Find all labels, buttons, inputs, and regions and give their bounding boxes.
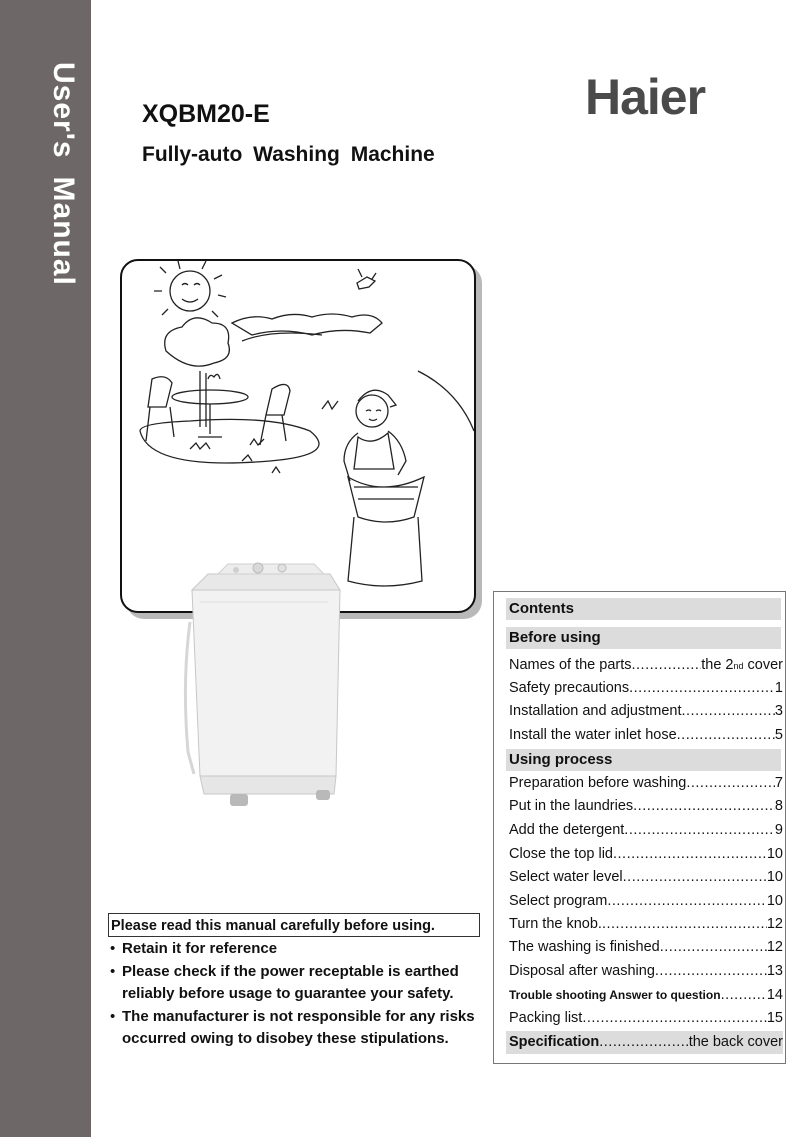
toc-entry[interactable]	[506, 866, 783, 889]
toc-title: Safety precautions	[509, 680, 630, 696]
toc-entry[interactable]	[506, 843, 783, 866]
washing-machine-image	[178, 562, 346, 814]
toc-title: Close the top lid	[509, 846, 613, 862]
read-manual-notice: Please read this manual carefully before using.	[108, 913, 480, 937]
toc-page: 12	[766, 916, 783, 932]
toc-page: 8	[774, 798, 783, 814]
toc-page: 13	[766, 963, 783, 979]
toc-entry[interactable]	[506, 795, 783, 818]
toc-page: 14	[766, 987, 783, 1003]
toc-entry[interactable]	[506, 960, 783, 983]
toc-title: Put in the laundries	[509, 798, 634, 814]
product-subtitle: Fully-auto Washing Machine	[142, 143, 435, 166]
toc-title: Select program	[509, 893, 608, 909]
toc-title: Specification	[509, 1034, 600, 1050]
section-heading: Using process	[506, 749, 781, 771]
cover-illustration	[120, 259, 476, 613]
toc-page: 10	[766, 893, 783, 909]
toc-entry[interactable]	[506, 1031, 783, 1054]
section-heading: Before using	[506, 627, 781, 649]
toc-entry[interactable]	[506, 654, 783, 677]
toc-entry[interactable]	[506, 819, 783, 842]
toc-title: Install the water inlet hose	[509, 727, 677, 743]
toc-entry[interactable]	[506, 913, 783, 936]
toc-title: Installation and adjustment	[509, 703, 682, 719]
toc-title: Disposal after washing	[509, 963, 655, 979]
note-bullet: • Retain it for reference	[110, 938, 495, 961]
toc-entry[interactable]	[506, 1007, 783, 1030]
toc-entry[interactable]	[506, 677, 783, 700]
toc-entry[interactable]	[506, 890, 783, 913]
toc-entry[interactable]	[506, 772, 783, 795]
toc-title: The washing is finished	[509, 939, 660, 955]
toc-title: Turn the knob.	[509, 916, 602, 932]
toc-title: Names of the parts	[509, 657, 632, 673]
toc-page: 10	[766, 869, 783, 885]
toc-page-text: cover	[743, 657, 783, 673]
toc-entry[interactable]	[506, 936, 783, 959]
toc-page: 1	[774, 680, 783, 696]
toc-page-suffix: nd	[733, 661, 744, 671]
note-bullet: • Please check if the power receptable is earthed reliably before usage to guarantee your safety.	[110, 961, 495, 1006]
safety-notes	[110, 938, 495, 1051]
side-title-word1: User's	[47, 62, 80, 159]
toc-title: Add the detergent	[509, 822, 625, 838]
toc-page	[701, 654, 783, 677]
toc-entry[interactable]	[506, 724, 783, 747]
garden-scene-drawing	[122, 261, 474, 611]
toc-page: 12	[766, 939, 783, 955]
toc-page: 15	[766, 1010, 783, 1026]
toc-page: 7	[774, 775, 783, 791]
side-title-word2: Manual	[47, 176, 80, 286]
toc-title: Preparation before washing	[509, 775, 687, 791]
brand-logo: Haier	[585, 69, 706, 125]
toc-page: the back cover	[688, 1034, 783, 1050]
contents-heading: Contents	[506, 598, 781, 620]
model-number: XQBM20-E	[142, 100, 270, 128]
toc-page: 9	[774, 822, 783, 838]
toc-entry[interactable]	[506, 700, 783, 723]
toc-page: 3	[774, 703, 783, 719]
note-bullet: • The manufacturer is not responsible for any risks occurred owing to disobey these stipulations.	[110, 1006, 495, 1051]
toc-entry[interactable]	[506, 984, 783, 1007]
toc-title: Packing list	[509, 1010, 583, 1026]
toc-title: Select water level	[509, 869, 623, 885]
toc-page-text: the 2	[701, 657, 734, 673]
toc-title: Trouble shooting Answer to question	[509, 988, 721, 1002]
contents-box	[493, 591, 786, 1064]
toc-page: 5	[774, 727, 783, 743]
toc-page: 10	[766, 846, 783, 862]
side-title	[46, 62, 80, 304]
